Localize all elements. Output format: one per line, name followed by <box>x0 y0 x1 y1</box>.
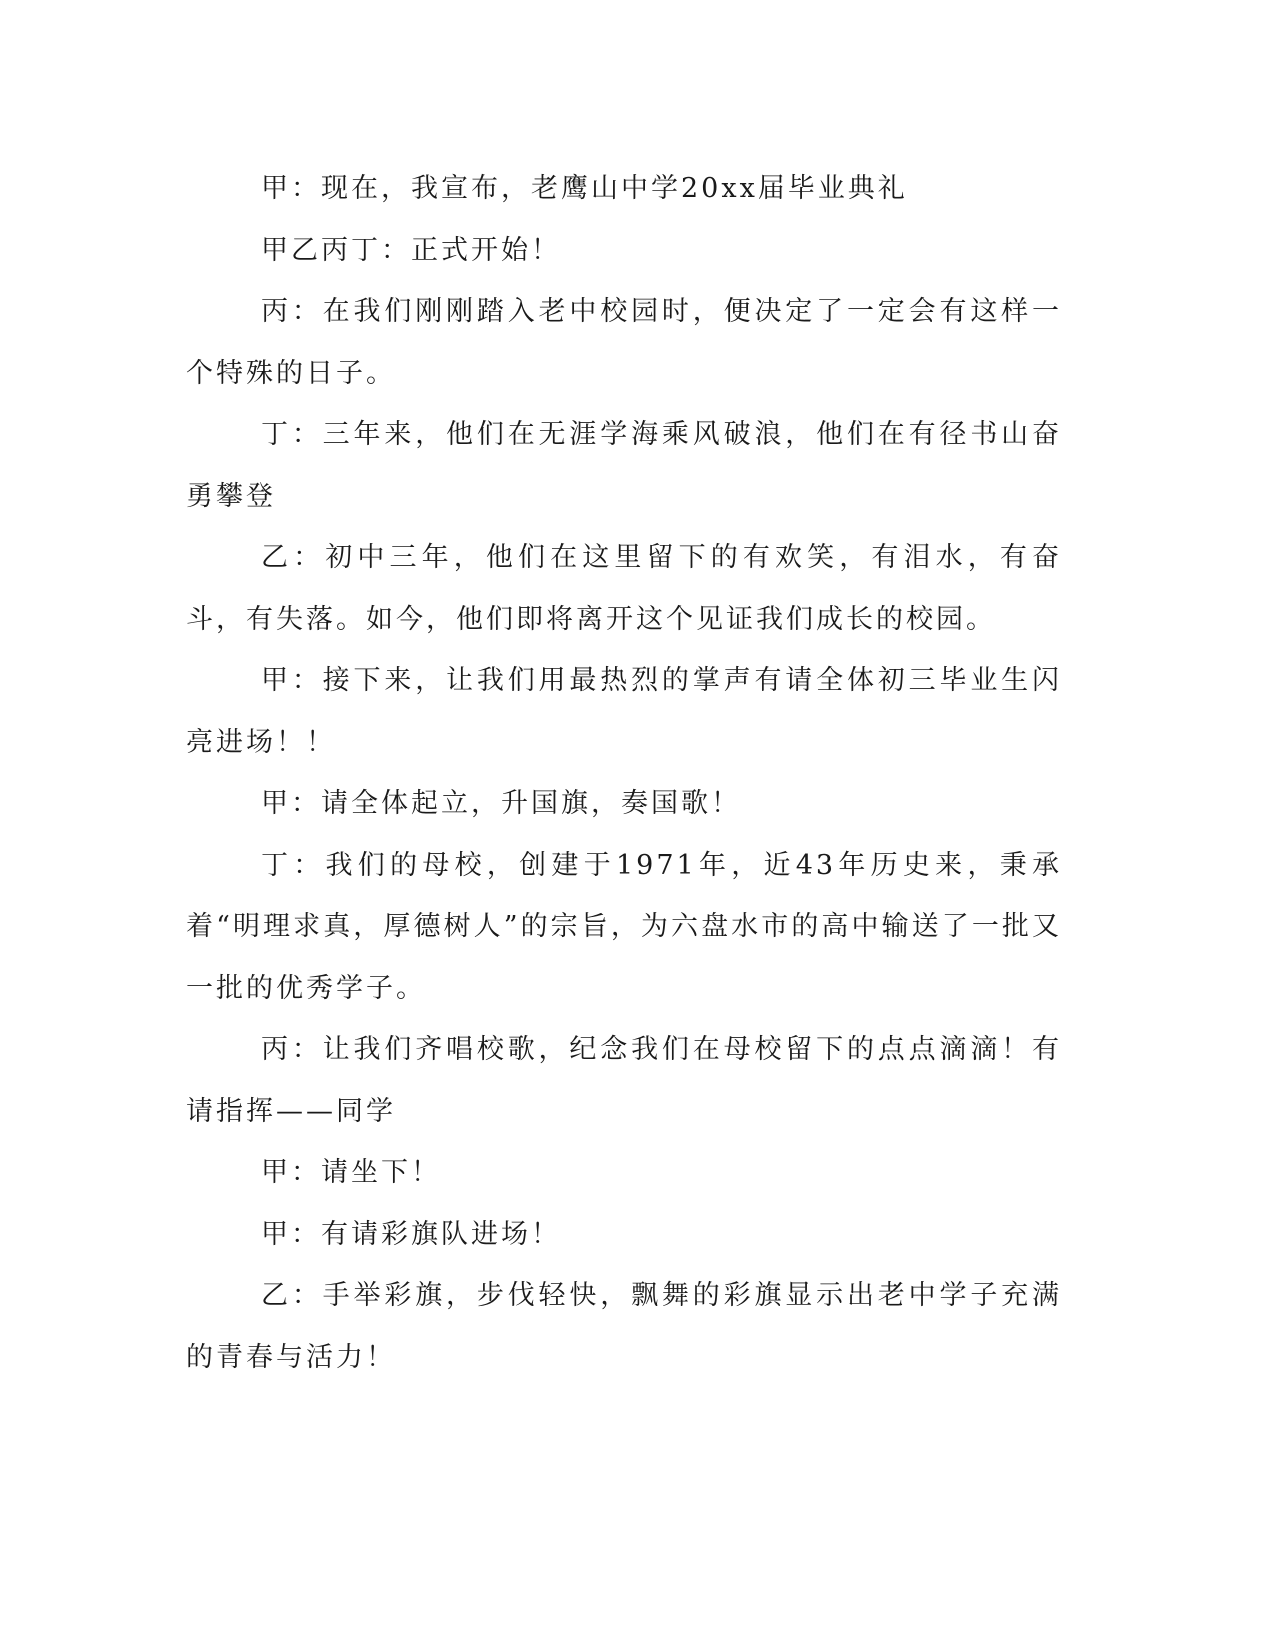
paragraph-flag-team-description: 乙：手举彩旗，步伐轻快，飘舞的彩旗显示出老中学子充满的青春与活力！ <box>186 1280 1062 1373</box>
paragraph-sit-down: 甲：请坐下！ <box>261 1157 441 1188</box>
paragraph-graduates-enter: 甲：接下来，让我们用最热烈的掌声有请全体初三毕业生闪亮进场！！ <box>186 665 1062 758</box>
paragraph-announcement: 甲：现在，我宣布，老鹰山中学20xx届毕业典礼 <box>261 173 908 204</box>
paragraph-opening: 甲乙丙丁：正式开始！ <box>261 234 561 266</box>
paragraph-school-song: 丙：让我们齐唱校歌，纪念我们在母校留下的点点滴滴！有请指挥——同学 <box>186 1034 1062 1127</box>
paragraph-campus-entry: 丙：在我们刚刚踏入老中校园时，便决定了一定会有这样一个特殊的日子。 <box>186 296 1062 389</box>
paragraph-flag-raising: 甲：请全体起立，升国旗，奏国歌！ <box>261 788 741 819</box>
paragraph-three-years: 丁：三年来，他们在无涯学海乘风破浪，他们在有径书山奋勇攀登 <box>186 419 1062 512</box>
paragraph-junior-high: 乙：初中三年，他们在这里留下的有欢笑，有泪水，有奋斗，有失落。如今，他们即将离开这个见证我们成长的校园。 <box>186 542 1062 635</box>
document-body <box>186 158 1062 1388</box>
paragraph-flag-team: 甲：有请彩旗队进场！ <box>261 1218 561 1250</box>
paragraph-school-history: 丁：我们的母校，创建于1971年，近43年历史来，秉承着“明理求真，厚德树人”的宗旨，为六盘水市的高中输送了一批又一批的优秀学子。 <box>186 849 1062 1004</box>
